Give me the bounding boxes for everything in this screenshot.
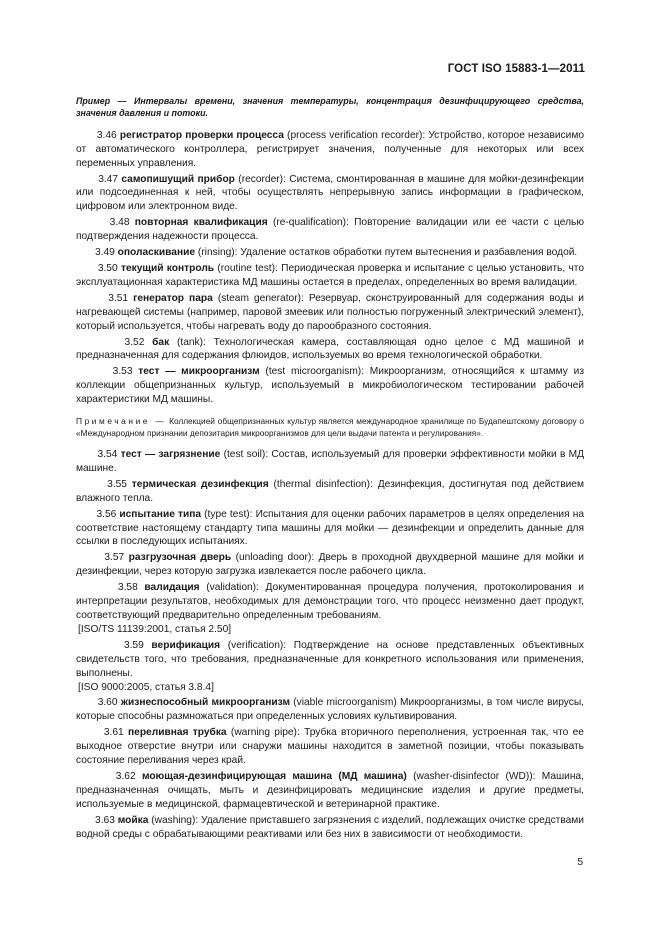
definition-entry bbox=[76, 581, 584, 623]
entry-number: 3.59 bbox=[123, 639, 144, 651]
entry-definition: (thermal disinfection): Дезинфекция, достигнутая под действием влажного тепла. bbox=[76, 478, 584, 504]
definition-entry bbox=[76, 508, 584, 550]
definitions-list bbox=[76, 129, 584, 407]
entry-term: верификация bbox=[151, 639, 221, 651]
entry-number: 3.48 bbox=[109, 217, 130, 229]
entry-number: 3.61 bbox=[103, 727, 124, 739]
definition-entry bbox=[76, 173, 584, 215]
definition-entry bbox=[76, 246, 584, 260]
entry-number: 3.58 bbox=[117, 582, 138, 594]
document-body bbox=[76, 95, 584, 842]
entry-definition: (tank): Технологическая камера, составляющая одно целое с МД машиной и предназначенная для содержания флюидов, используемых во время технологической обработки. bbox=[76, 336, 584, 362]
definition-entry bbox=[76, 365, 584, 407]
note-label: Примечание — bbox=[76, 416, 167, 427]
definition-entry bbox=[76, 478, 584, 506]
entry-number: 3.55 bbox=[107, 478, 127, 490]
definition-entry bbox=[76, 336, 584, 364]
page-number: 5 bbox=[577, 857, 583, 868]
definition-entry bbox=[76, 216, 584, 244]
entry-term: испытание типа bbox=[119, 508, 202, 520]
entry-term: бак bbox=[152, 336, 170, 348]
entry-term: ополаскивание bbox=[117, 247, 196, 259]
definition-entry bbox=[76, 292, 584, 334]
definition-entry bbox=[76, 726, 584, 768]
definition-entry bbox=[76, 770, 584, 812]
note-paragraph bbox=[76, 415, 584, 439]
entry-term: тест — микроорганизм bbox=[138, 366, 260, 378]
definitions-list-continued bbox=[76, 448, 584, 841]
definition-entry bbox=[76, 448, 584, 476]
entry-definition: (steam generator): Резервуар, сконструированный для содержания воды и нагревающей системы (например, паровой змеевик или полностью погруженный электрический элемент), который используется, чтобы нагревать воду до парообразного состояния. bbox=[76, 292, 584, 332]
entry-term: валидация bbox=[144, 582, 200, 594]
entry-definition: (verification): Подтверждение на основе представленных объективных свидетельств того, что требования, предназначенные для конкретного использования или применения, выполнены. bbox=[76, 639, 584, 679]
definition-entry bbox=[76, 262, 584, 290]
entry-definition: (recorder): Система, смонтированная в машине для мойки-дезинфекции или подсоединенная к ней, чтобы осуществлять непрерывную запись информации в графическом, цифровом или электронном виде. bbox=[76, 173, 585, 213]
entry-definition: (type test): Испытания для оценки рабочих параметров в целях определения на соответствие настоящему стандарту типа машины для мойки — дезинфекции и определить данные для ссылки в последующих испытаниях. bbox=[76, 508, 584, 548]
entry-term: разгрузочная дверь bbox=[128, 552, 232, 564]
entry-term: самопишущий прибор bbox=[121, 173, 235, 185]
entry-number: 3.63 bbox=[95, 814, 115, 826]
entry-term: термическая дезинфекция bbox=[131, 478, 269, 490]
entry-term: текущий контроль bbox=[120, 262, 215, 274]
entry-definition: (validation): Документированная процедура получения, протоколирования и интерпретации результатов, необходимых для демонстрации того, что процесс неизменно дает продукт, соответствующий предварительно определенным требованиям. bbox=[76, 582, 584, 621]
definition-entry bbox=[76, 814, 584, 842]
entry-definition: (washing): Удаление приставшего загрязнения с изделий, подлежащих очистке средствами водной среды с обрабатывающими реактивами или без них в зависимости от необходимости. bbox=[76, 814, 584, 840]
entry-number: 3.49 bbox=[94, 247, 115, 259]
entry-number: 3.50 bbox=[97, 262, 118, 274]
entry-number: 3.54 bbox=[97, 449, 118, 461]
entry-term: жизнеспособный микроорганизм bbox=[120, 697, 290, 709]
entry-number: 3.56 bbox=[96, 508, 117, 520]
entry-definition: (washer-disinfector (WD)): Машина, предназначенная очищать, мыть и дезинфицировать медицинские изделия и другие предметы, используемые в медицинской, фармацевтической и ветеринарной практике. bbox=[76, 770, 584, 810]
entry-number: 3.53 bbox=[112, 366, 133, 378]
entry-definition: (warning pipe): Трубка вторичного переполнения, устроенная так, что ее выходное отверстие внутри или снаружи машины находится в заметной позиции, чтобы показывать состояние переливания через край. bbox=[76, 727, 584, 767]
entry-definition: (viable microorganism) Микроорганизмы, в том числе вирусы, которые способны размножаться при определенных условиях культивирования. bbox=[76, 697, 584, 723]
entry-term: тест — загрязнение bbox=[120, 449, 221, 461]
entry-definition: (test soil): Состав, используемый для проверки эффективности мойки в МД машине. bbox=[76, 449, 584, 474]
entry-definition: (process verification recorder): Устройство, которое независимо от автоматического контроллера, регистрирует значения, полученные для некоторых или всех переменных управления. bbox=[76, 129, 584, 169]
entry-term: генератор пара bbox=[133, 292, 213, 304]
entry-term: переливная трубка bbox=[128, 727, 227, 739]
entry-number: 3.52 bbox=[124, 336, 145, 348]
entry-definition: (re-qualification): Повторение валидации или ее части с целью подтверждения надежности процесса. bbox=[76, 217, 584, 243]
definition-entry bbox=[76, 129, 584, 171]
definition-entry bbox=[76, 696, 584, 724]
entry-term: моющая-дезинфицирующая машина (МД машина) bbox=[141, 770, 407, 782]
note-text: Коллекцией общепризнанных культур является международное хранилище по Будапештскому договору о «Международном признании депозитария микроорганизмов для цели выдачи патента и регулирования». bbox=[76, 416, 585, 439]
entry-number: 3.62 bbox=[115, 770, 136, 782]
entry-definition: (rinsing): Удаление остатков обработки путем вытеснения и разбавления водой. bbox=[197, 247, 578, 259]
entry-number: 3.46 bbox=[96, 129, 117, 141]
entry-number: 3.47 bbox=[98, 173, 119, 185]
entry-definition: (unloading door): Дверь в проходной двухдверной машине для мойки и дезинфекции, через которую загрузка извлекается после рабочего цикла. bbox=[76, 552, 584, 578]
entry-number: 3.60 bbox=[97, 697, 118, 709]
reference-citation: [ISO 9000:2005, статья 3.8.4] bbox=[78, 681, 214, 693]
entry-term: повторная квалификация bbox=[134, 217, 268, 229]
entry-number: 3.51 bbox=[108, 292, 129, 304]
entry-term: регистратор проверки процесса bbox=[119, 129, 284, 141]
entry-number: 3.57 bbox=[104, 552, 125, 564]
entry-term: мойка bbox=[117, 814, 149, 826]
definition-entry bbox=[76, 551, 584, 579]
reference-citation: [ISO/TS 11139:2001, статья 2.50] bbox=[78, 623, 232, 635]
entry-definition: (test microorganism): Микроорганизм, относящийся к штамму из коллекции общепризнанных культур, используемый в микробиологическом тестировании рабочей характеристики МД машины. bbox=[76, 366, 584, 406]
document-code: ГОСТ ISO 15883-1—2011 bbox=[447, 63, 585, 75]
example-note: Пример — Интервалы времени, значения температуры, концентрация дезинфицирующего средства, значения давления и потоки. bbox=[76, 96, 584, 119]
entry-definition: (routine test): Периодическая проверка и испытание с целью установить, что эксплуатационная характеристика МД машины остается в пределах, определенных во время валидации. bbox=[76, 262, 584, 288]
definition-entry bbox=[76, 639, 584, 681]
